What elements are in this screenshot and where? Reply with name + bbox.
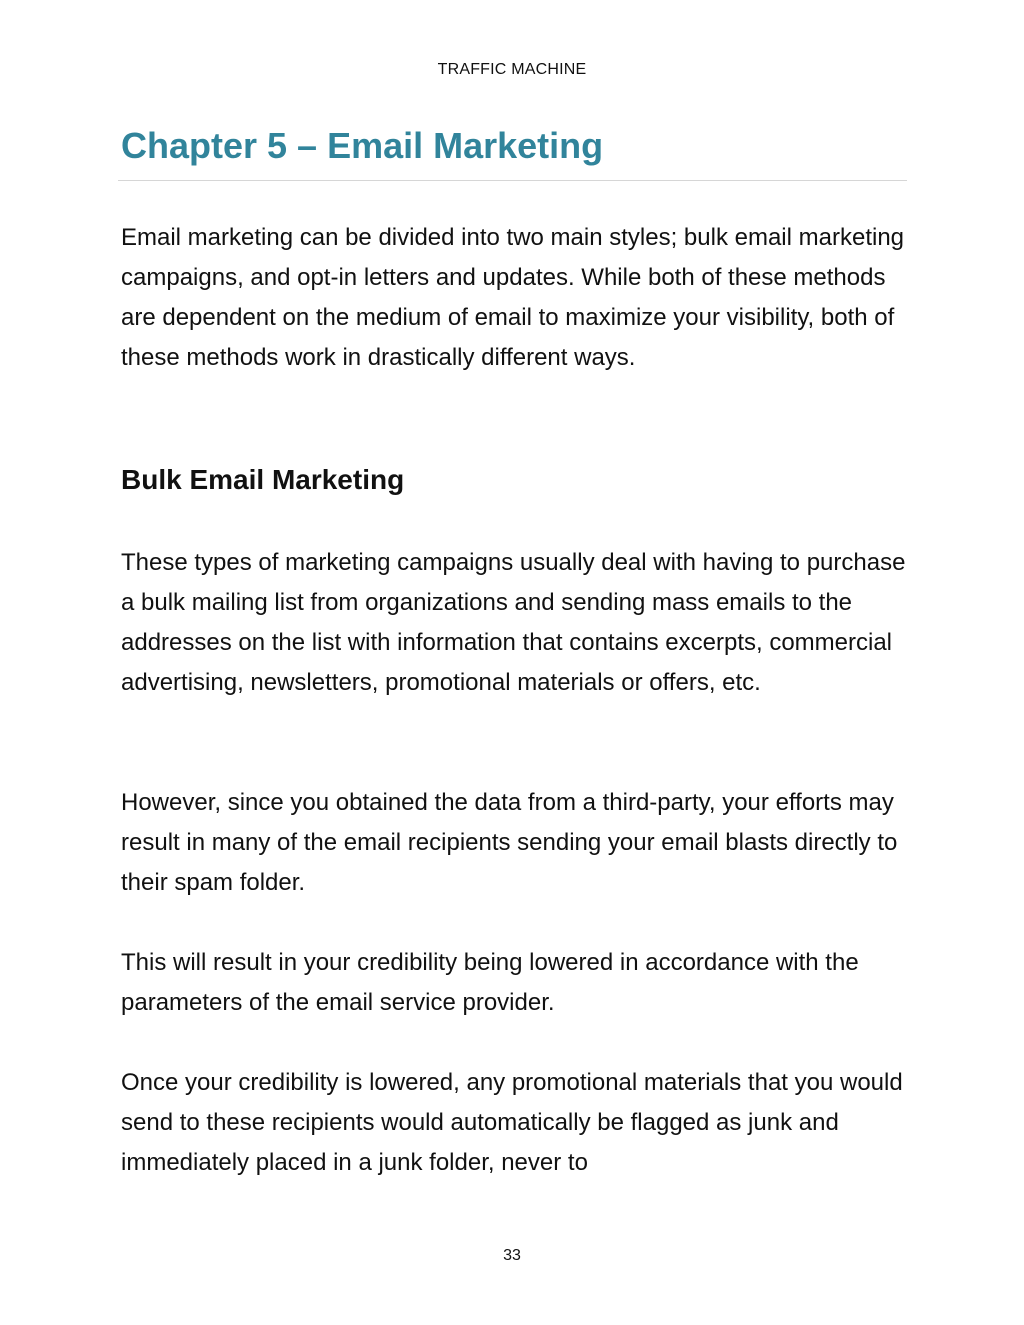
body-paragraph-1: These types of marketing campaigns usually deal with having to purchase a bulk mailing list from organizations and sending mass emails to the addresses on the list with information that contains excerpts, commercial advertising, newsletters, promotional materials or offers, etc. — [121, 549, 906, 696]
body-paragraph-2: However, since you obtained the data from a third-party, your efforts may result in many of the email recipients sending your email blasts directly to their spam folder. — [121, 789, 898, 896]
intro-paragraph: Email marketing can be divided into two main styles; bulk email marketing campaigns, and opt-in letters and updates. While both of these methods are dependent on the medium of email to maximize your visibility, both of these methods work in drastically different ways. — [121, 224, 905, 371]
page-number: 33 — [503, 1247, 521, 1264]
running-header: TRAFFIC MACHINE — [437, 61, 587, 78]
chapter-title: Chapter 5 – Email Marketing — [121, 125, 604, 166]
body-paragraph-3: This will result in your credibility being lowered in accordance with the parameters of the email service provider. — [121, 949, 859, 1016]
body-paragraph-4: Once your credibility is lowered, any promotional materials that you would send to these recipients would automatically be flagged as junk and immediately placed in a junk folder, never to — [121, 1069, 903, 1176]
section-heading: Bulk Email Marketing — [121, 464, 405, 495]
title-divider — [118, 180, 907, 181]
